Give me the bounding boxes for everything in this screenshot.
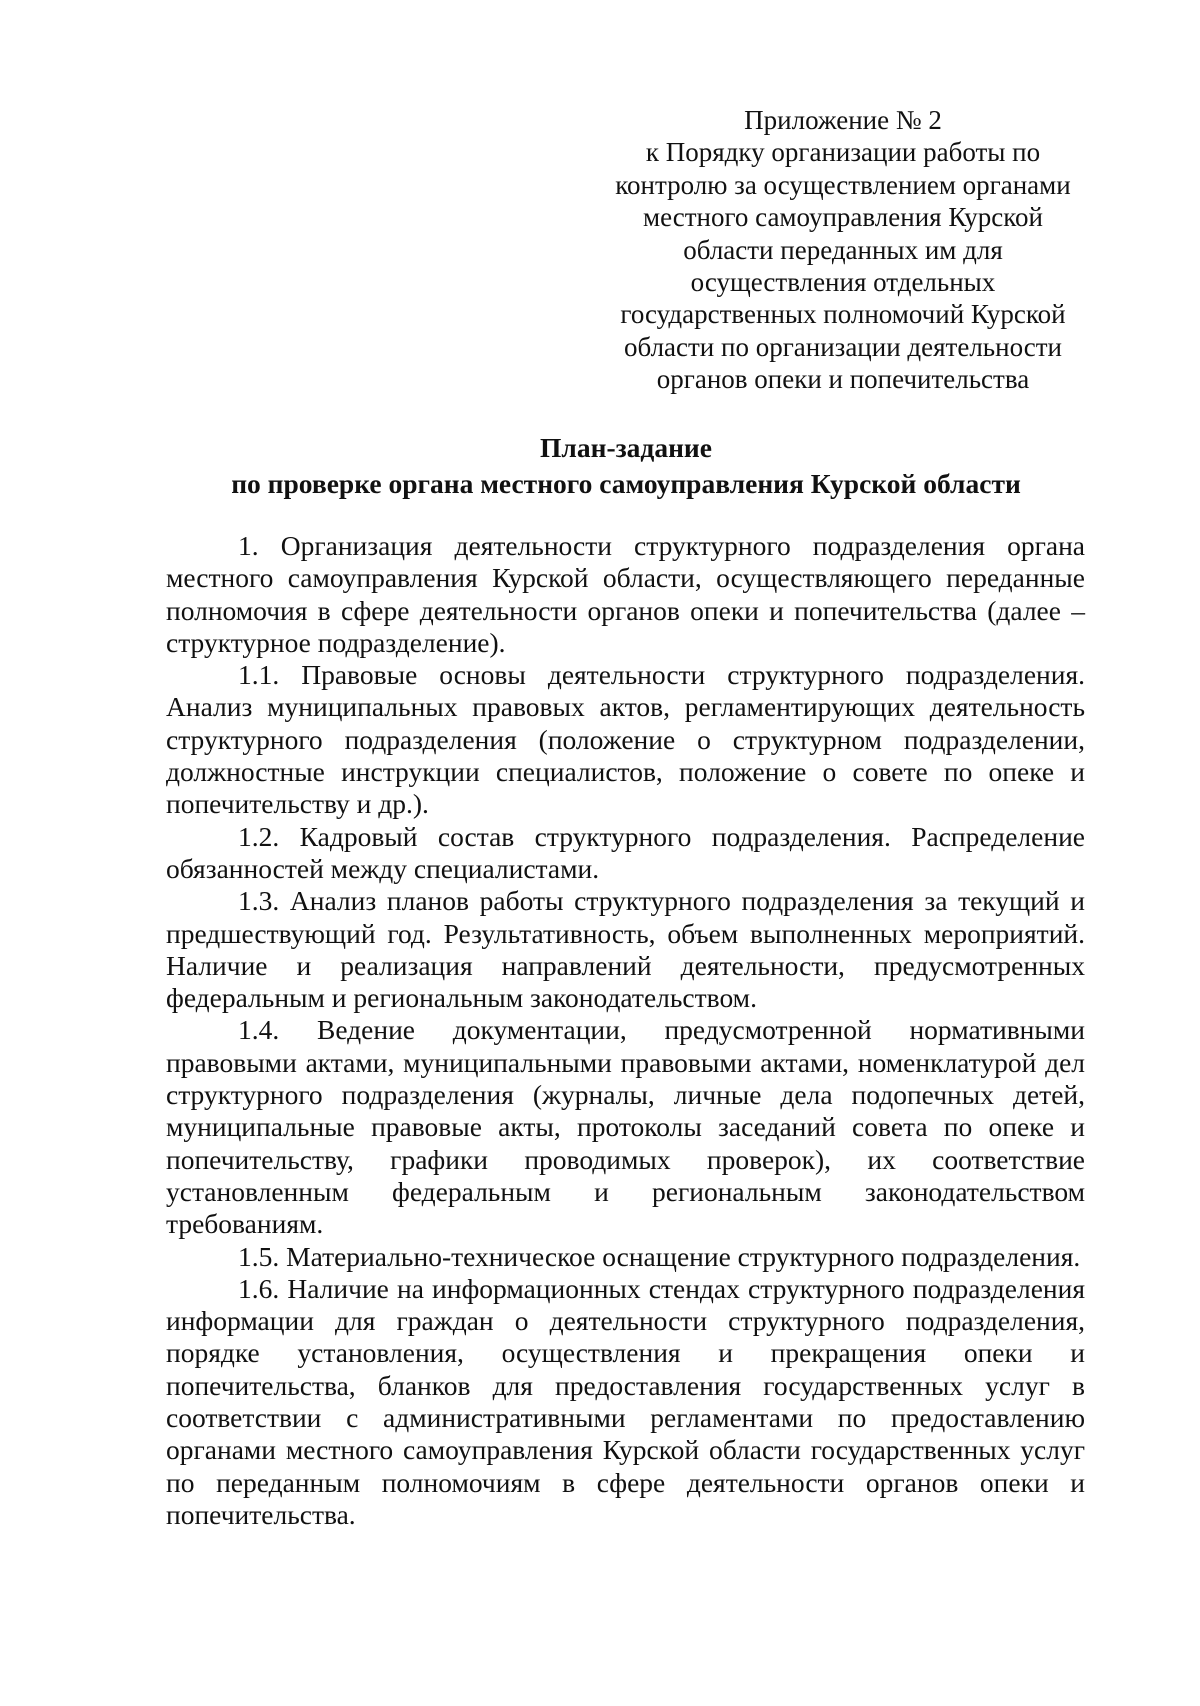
- appendix-line: к Порядку организации работы по: [645, 137, 1041, 168]
- appendix-line: контролю за осуществлением органами: [615, 169, 1071, 200]
- paragraph-1-6: 1.6. Наличие на информационных стендах структурного подразделения информации для граждан о деятельности структурного подразделения, порядке установления, осуществления и прекращения опеки и попечительства, бланков для предоставления государственных услуг в соответствии с административными регламентами по предоставлению органами местного самоуправления Курской области государственных услуг по переданным полномочиям в сфере деятельности органов опеки и попечительства.: [166, 1272, 1085, 1530]
- paragraph-1-3: 1.3. Анализ планов работы структурного подразделения за текущий и предшествующий год. Результативность, объем выполненных мероприятий. Наличие и реализация направлений деятельности, предусмотренных федеральным и региональным законодательством.: [166, 885, 1085, 1014]
- appendix-line: области по организации деятельности: [624, 331, 1062, 362]
- paragraph-1-4: 1.4. Ведение документации, предусмотренной нормативными правовыми актами, муниципальными правовыми актами, номенклатурой дел структурного подразделения (журналы, личные дела подопечных детей, муниципальные правовые акты, протоколы заседаний совета по опеке и попечительству, графики проводимых проверок), их соответствие установленным федеральным и региональным законодательством требованиям.: [166, 1014, 1085, 1240]
- appendix-line: местного самоуправления Курской: [643, 202, 1043, 233]
- appendix-line: области переданных им для: [683, 234, 1003, 265]
- appendix-line: Приложение № 2: [744, 105, 942, 135]
- document-title: [0, 430, 1200, 502]
- paragraph-1-1: 1.1. Правовые основы деятельности структурного подразделения. Анализ муниципальных правовых актов, регламентирующих деятельность структурного подразделения (положение о структурном подразделении, должностные инструкции специалистов, положение о совете по опеке и попечительству и др.).: [166, 659, 1085, 820]
- paragraph-1-5: 1.5. Материально-техническое оснащение структурного подразделения.: [238, 1240, 1081, 1272]
- paragraph-1: 1. Организация деятельности структурного подразделения органа местного самоуправления Курской области, осуществляющего переданные полномочия в сфере деятельности органов опеки и попечительства (далее – структурное подразделение).: [166, 530, 1085, 658]
- appendix-line: органов опеки и попечительства: [656, 364, 1030, 395]
- appendix-line: осуществления отдельных: [690, 267, 996, 298]
- appendix-line: государственных полномочий Курской: [620, 299, 1066, 330]
- title-line-1: План-задание: [540, 432, 712, 463]
- title-line-2: по проверке органа местного самоуправления Курской области: [231, 468, 1021, 499]
- paragraph-1-2: 1.2. Кадровый состав структурного подразделения. Распределение обязанностей между специалистами.: [166, 820, 1085, 884]
- document-body: [166, 530, 1085, 1531]
- appendix-header: [588, 104, 1098, 396]
